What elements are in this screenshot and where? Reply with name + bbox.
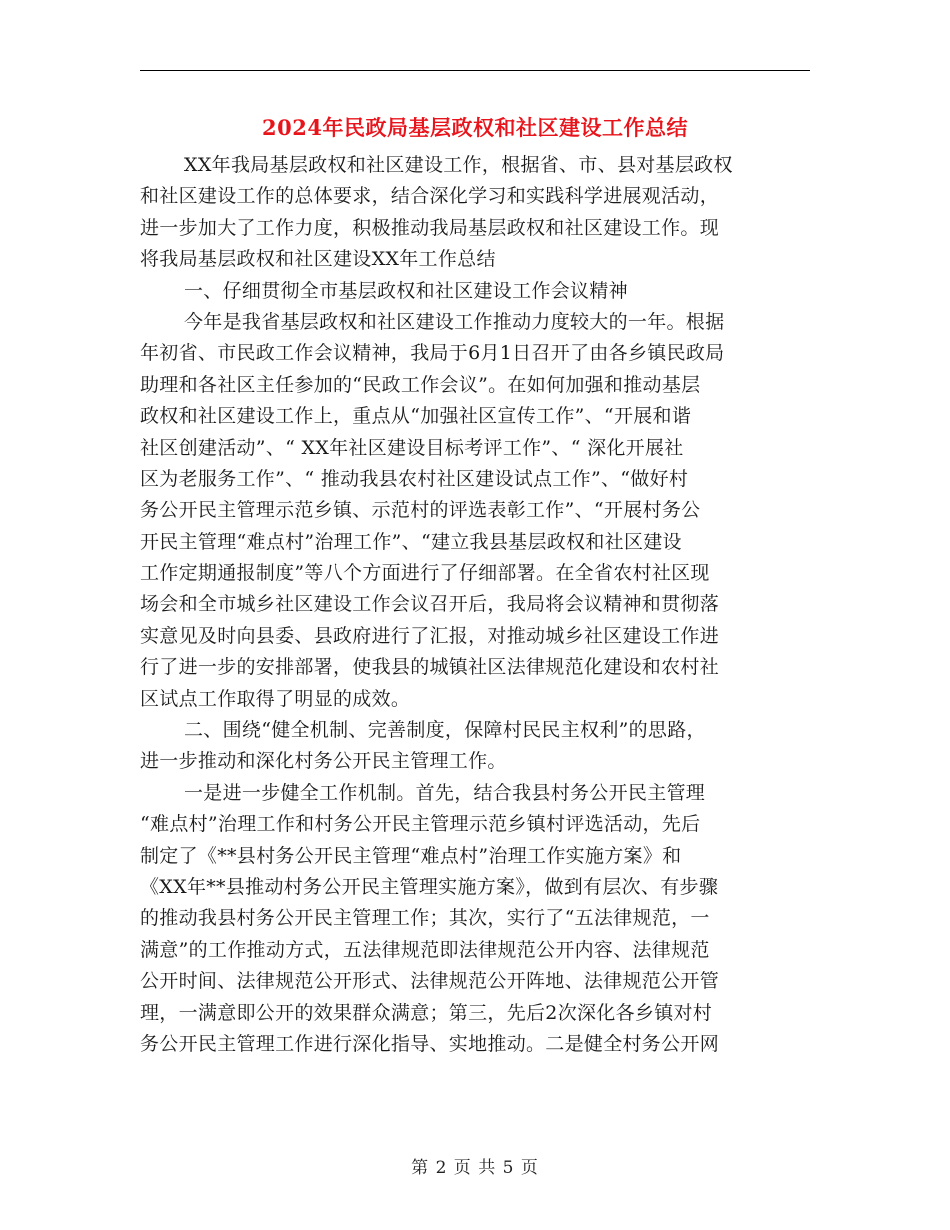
section-heading: 一、仔细贯彻全市基层政权和社区建设工作会议精神 <box>184 279 628 302</box>
paragraph-line: 年初省、市民政工作会议精神，我局于6月1日召开了由各乡镇民政局 <box>140 342 725 365</box>
paragraph-line: 实意见及时向县委、县政府进行了汇报，对推动城乡社区建设工作进 <box>140 624 720 647</box>
paragraph-line: 一是进一步健全工作机制。首先，结合我县村务公开民主管理 <box>184 781 706 804</box>
paragraph-line: 制定了《**县村务公开民主管理“难点村”治理工作实施方案》和 <box>140 844 682 867</box>
paragraph-line: 理，一满意即公开的效果群众满意；第三，先后2次深化各乡镇对村 <box>140 1001 713 1024</box>
paragraph-line: “难点村”治理工作和村务公开民主管理示范乡镇村评选活动，先后 <box>140 813 701 836</box>
document-body <box>140 150 810 1060</box>
paragraph-line: 行了进一步的安排部署，使我县的城镇社区法律规范化建设和农村社 <box>140 656 720 679</box>
section-heading: 进一步推动和深化村务公开民主管理工作。 <box>140 750 507 773</box>
paragraph-line: 将我局基层政权和社区建设XX年工作总结 <box>140 248 496 271</box>
paragraph-line: 满意”的工作推动方式，五法律规范即法律规范公开内容、法律规范 <box>140 938 710 961</box>
paragraph-line: 政权和社区建设工作上，重点从“加强社区宣传工作”、“开展和谐 <box>140 405 692 428</box>
paragraph-line: 和社区建设工作的总体要求，结合深化学习和实践科学进展观活动， <box>140 185 720 208</box>
paragraph-line: 区试点工作取得了明显的成效。 <box>140 687 411 710</box>
paragraph-line: 务公开民主管理工作进行深化指导、实地推动。二是健全村务公开网 <box>140 1032 720 1055</box>
paragraph-line: 社区创建活动”、“ XX年社区建设目标考评工作”、“ 深化开展社 <box>140 436 684 459</box>
paragraph-line: 《XX年**县推动村务公开民主管理实施方案》，做到有层次、有步骤 <box>140 875 719 898</box>
paragraph-line: 进一步加大了工作力度，积极推动我局基层政权和社区建设工作。现 <box>140 216 720 239</box>
paragraph-line: 场会和全市城乡社区建设工作会议召开后，我局将会议精神和贯彻落 <box>140 593 720 616</box>
paragraph-line: 今年是我省基层政权和社区建设工作推动力度较大的一年。根据 <box>184 310 725 333</box>
paragraph-line: 公开时间、法律规范公开形式、法律规范公开阵地、法律规范公开管 <box>140 970 720 993</box>
paragraph-line: 开民主管理“难点村”治理工作”、“建立我县基层政权和社区建设 <box>140 530 682 553</box>
paragraph-line: XX年我局基层政权和社区建设工作，根据省、市、县对基层政权 <box>184 154 733 176</box>
document-title: 2024年民政局基层政权和社区建设工作总结 <box>262 115 688 140</box>
paragraph-line: 工作定期通报制度”等八个方面进行了仔细部署。在全省农村社区现 <box>140 562 710 585</box>
page-number-footer: 第 2 页 共 5 页 <box>411 1158 539 1178</box>
header-rule <box>140 70 810 71</box>
paragraph-line: 务公开民主管理示范乡镇、示范村的评选表彰工作”、“开展村务公 <box>140 499 701 522</box>
paragraph-line: 助理和各社区主任参加的“民政工作会议”。在如何加强和推动基层 <box>140 373 701 396</box>
section-heading: 二、围绕“健全机制、完善制度，保障村民民主权利”的思路， <box>184 719 706 742</box>
paragraph-line: 区为老服务工作”、“ 推动我县农村社区建设试点工作”、“做好村 <box>140 467 689 490</box>
paragraph-line: 的推动我县村务公开民主管理工作；其次，实行了“五法律规范，一 <box>140 907 710 930</box>
